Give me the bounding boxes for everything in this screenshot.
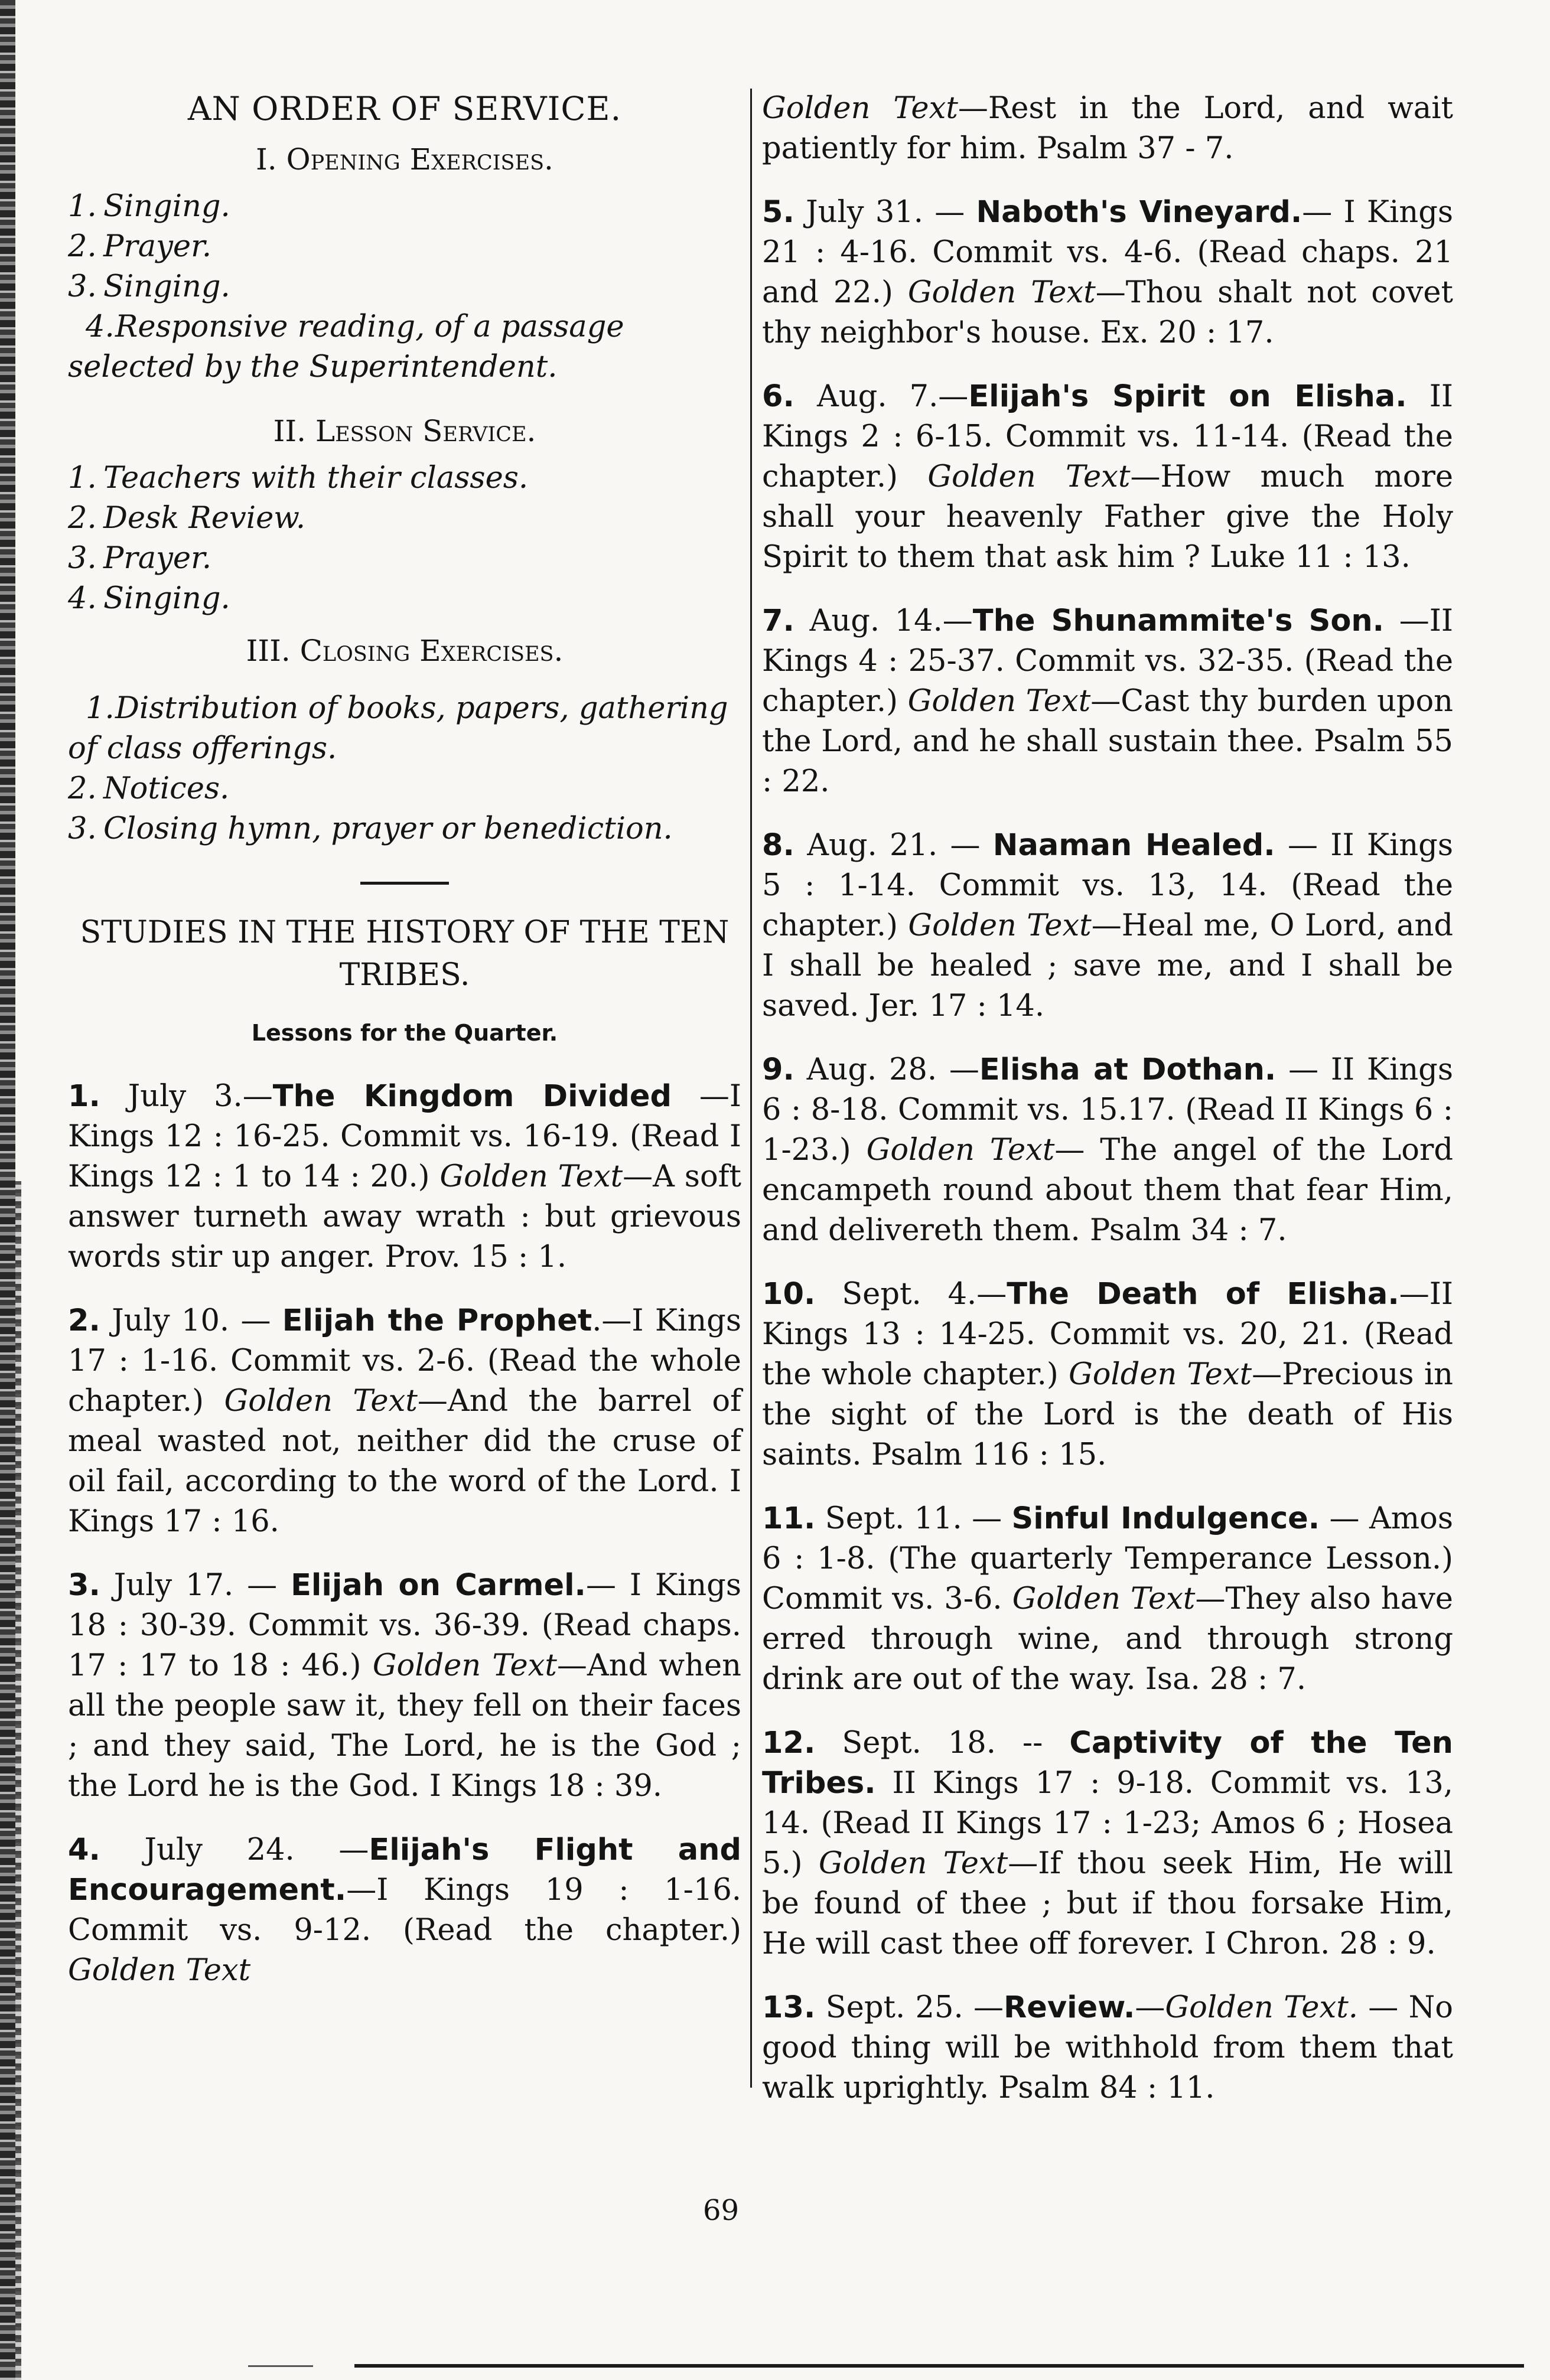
order-item: 2. Desk Review. bbox=[68, 501, 306, 536]
left-column bbox=[68, 89, 741, 2014]
order-section-closing bbox=[68, 631, 741, 849]
lesson-item: 6. Aug. 7.—Elijah's Spirit on Elisha. II Kings 2 : 6-15. Commit vs. 11-14. (Read the chapter.) Golden Text—How much more shall your heavenly Father give the Holy Spirit to them that ask him ? Luke 11 : 13. bbox=[762, 379, 1453, 575]
lesson-title: Review. bbox=[1004, 1990, 1135, 2025]
lesson-item: 3. July 17. — Elijah on Carmel.— I Kings 18 : 30-39. Commit vs. 36-39. (Read chaps. 17 : 17 to 18 : 46.) Golden Text—And when all the people saw it, they fell on their faces ; and they said, The Lord, he is the God ; the Lord he is the God. I Kings 18 : 39. bbox=[68, 1568, 741, 1804]
lesson-title: Captivity of the Ten Tribes. bbox=[762, 1726, 1453, 1801]
lesson-item: 1. July 3.—The Kingdom Divided —I Kings 12 : 16-25. Commit vs. 16-19. (Read I Kings 12 : 1 to 14 : 20.) Golden Text—A soft answer turneth away wrath : but grievous words stir up anger. Prov. 15 : 1. bbox=[68, 1079, 742, 1274]
order-section-opening bbox=[68, 139, 741, 387]
lesson-title: Elijah's Flight and Encouragement. bbox=[68, 1833, 741, 1908]
order-item: 2. Notices. bbox=[68, 771, 230, 806]
section-heading: II. Lesson Service. bbox=[273, 414, 536, 448]
lesson-item: 10. Sept. 4.—The Death of Elisha.—II Kings 13 : 14-25. Commit vs. 20, 21. (Read the whole chapter.) Golden Text—Precious in the sight of the Lord is the death of His saints. Psalm 116 : 15. bbox=[762, 1277, 1453, 1472]
order-item: 1. Teachers with their classes. bbox=[68, 461, 529, 495]
order-item: 3. Closing hymn, prayer or benediction. bbox=[68, 811, 673, 846]
lesson-title: Elijah on Carmel. bbox=[291, 1568, 586, 1603]
lesson-item: 2. July 10. — Elijah the Prophet.—I Kings 17 : 1-16. Commit vs. 2-6. (Read the whole chapter.) Golden Text—And the barrel of meal wasted not, neither did the cruse of oil fail, according to the word of the Lord. I Kings 17 : 16. bbox=[68, 1303, 741, 1539]
lesson-title: Elisha at Dothan. bbox=[979, 1052, 1277, 1087]
lesson-title: The Kingdom Divided bbox=[272, 1079, 672, 1114]
lesson-item: 5. July 31. — Naboth's Vineyard.— I Kings 21 : 4-16. Commit vs. 4-6. (Read chaps. 21 and 22.) Golden Text—Thou shalt not covet thy neighbor's house. Ex. 20 : 17. bbox=[762, 195, 1454, 350]
page-number: 69 bbox=[703, 2194, 740, 2227]
order-item: 3. Singing. bbox=[68, 269, 230, 304]
lesson-item: 8. Aug. 21. — Naaman Healed. — II Kings 5 : 1-14. Commit vs. 13, 14. (Read the chapter.) Golden Text—Heal me, O Lord, and I shall be healed ; save me, and I shall be saved. Jer. 17 : 14. bbox=[762, 828, 1453, 1023]
lesson-item: 9. Aug. 28. —Elisha at Dothan. — II Kings 6 : 8-18. Commit vs. 15.17. (Read II Kings 6 : 1-23.) Golden Text— The angel of the Lord encampeth round about them that fear Him, and delivereth them. Psalm 34 : 7. bbox=[762, 1052, 1453, 1248]
order-item: 4. Singing. bbox=[68, 581, 230, 616]
order-item: 1. Singing. bbox=[68, 189, 230, 224]
studies-subtitle: Lessons for the Quarter. bbox=[251, 1020, 558, 1046]
studies-title: STUDIES IN THE HISTORY OF THE TEN TRIBES. bbox=[80, 915, 730, 993]
order-item: 1.Distribution of books, papers, gathering of class offerings. bbox=[68, 691, 728, 766]
section-divider bbox=[360, 882, 449, 885]
scan-edge bbox=[0, 0, 15, 2380]
section-heading: I. Opening Exercises. bbox=[256, 142, 553, 177]
lesson-title: Elijah's Spirit on Elisha. bbox=[968, 379, 1407, 414]
order-item: 2. Prayer. bbox=[68, 229, 212, 264]
order-item: 3. Prayer. bbox=[68, 541, 212, 576]
lesson-title: The Death of Elisha. bbox=[1007, 1277, 1399, 1312]
lesson-item: 11. Sept. 11. — Sinful Indulgence. — Amos 6 : 1-8. (The quarterly Temperance Lesson.) Commit vs. 3-6. Golden Text—They also have erred through wine, and through strong drink are out of the way. Isa. 28 : 7. bbox=[762, 1501, 1454, 1697]
lesson-item: 4. July 24. —Elijah's Flight and Encouragement.—I Kings 19 : 1-16. Commit vs. 9-12. (Read the chapter.) Golden Text bbox=[68, 1833, 741, 1988]
scan-edge-shadow bbox=[15, 1181, 21, 2380]
order-section-lesson bbox=[68, 411, 741, 619]
lesson-title: Elijah the Prophet bbox=[282, 1303, 592, 1338]
lesson-item: 12. Sept. 18. -- Captivity of the Ten Tribes. II Kings 17 : 9-18. Commit vs. 13, 14. (Read II Kings 17 : 1-23; Amos 6 ; Hosea 5.) Golden Text—If thou seek Him, He will be found of thee ; but if thou forsake Him, He will cast thee off forever. I Chron. 28 : 9. bbox=[762, 1726, 1453, 1961]
right-column bbox=[762, 89, 1453, 2132]
footer-rule bbox=[354, 2364, 1524, 2368]
lesson-title: Naboth's Vineyard. bbox=[976, 195, 1302, 230]
lesson-continuation: Golden Text—Rest in the Lord, and wait patiently for him. Psalm 37 - 7. bbox=[762, 91, 1453, 166]
lesson-title: Sinful Indulgence. bbox=[1011, 1501, 1320, 1536]
lesson-item: 13. Sept. 25. —Review.—Golden Text. — No good thing will be withhold from them that walk uprightly. Psalm 84 : 11. bbox=[762, 1990, 1453, 2105]
order-item: 4.Responsive reading, of a passage selected by the Superintendent. bbox=[68, 309, 624, 384]
lesson-title: The Shunammite's Son. bbox=[972, 604, 1385, 638]
section-heading: III. Closing Exercises. bbox=[246, 634, 564, 668]
footer-mark bbox=[248, 2365, 313, 2367]
lesson-item: 7. Aug. 14.—The Shunammite's Son. —II Kings 4 : 25-37. Commit vs. 32-35. (Read the chapter.) Golden Text—Cast thy burden upon the Lord, and he shall sustain thee. Psalm 55 : 22. bbox=[762, 604, 1454, 799]
lesson-title: Naaman Healed. bbox=[992, 828, 1275, 863]
column-rule bbox=[750, 89, 752, 2088]
order-title: AN ORDER OF SERVICE. bbox=[187, 90, 622, 128]
